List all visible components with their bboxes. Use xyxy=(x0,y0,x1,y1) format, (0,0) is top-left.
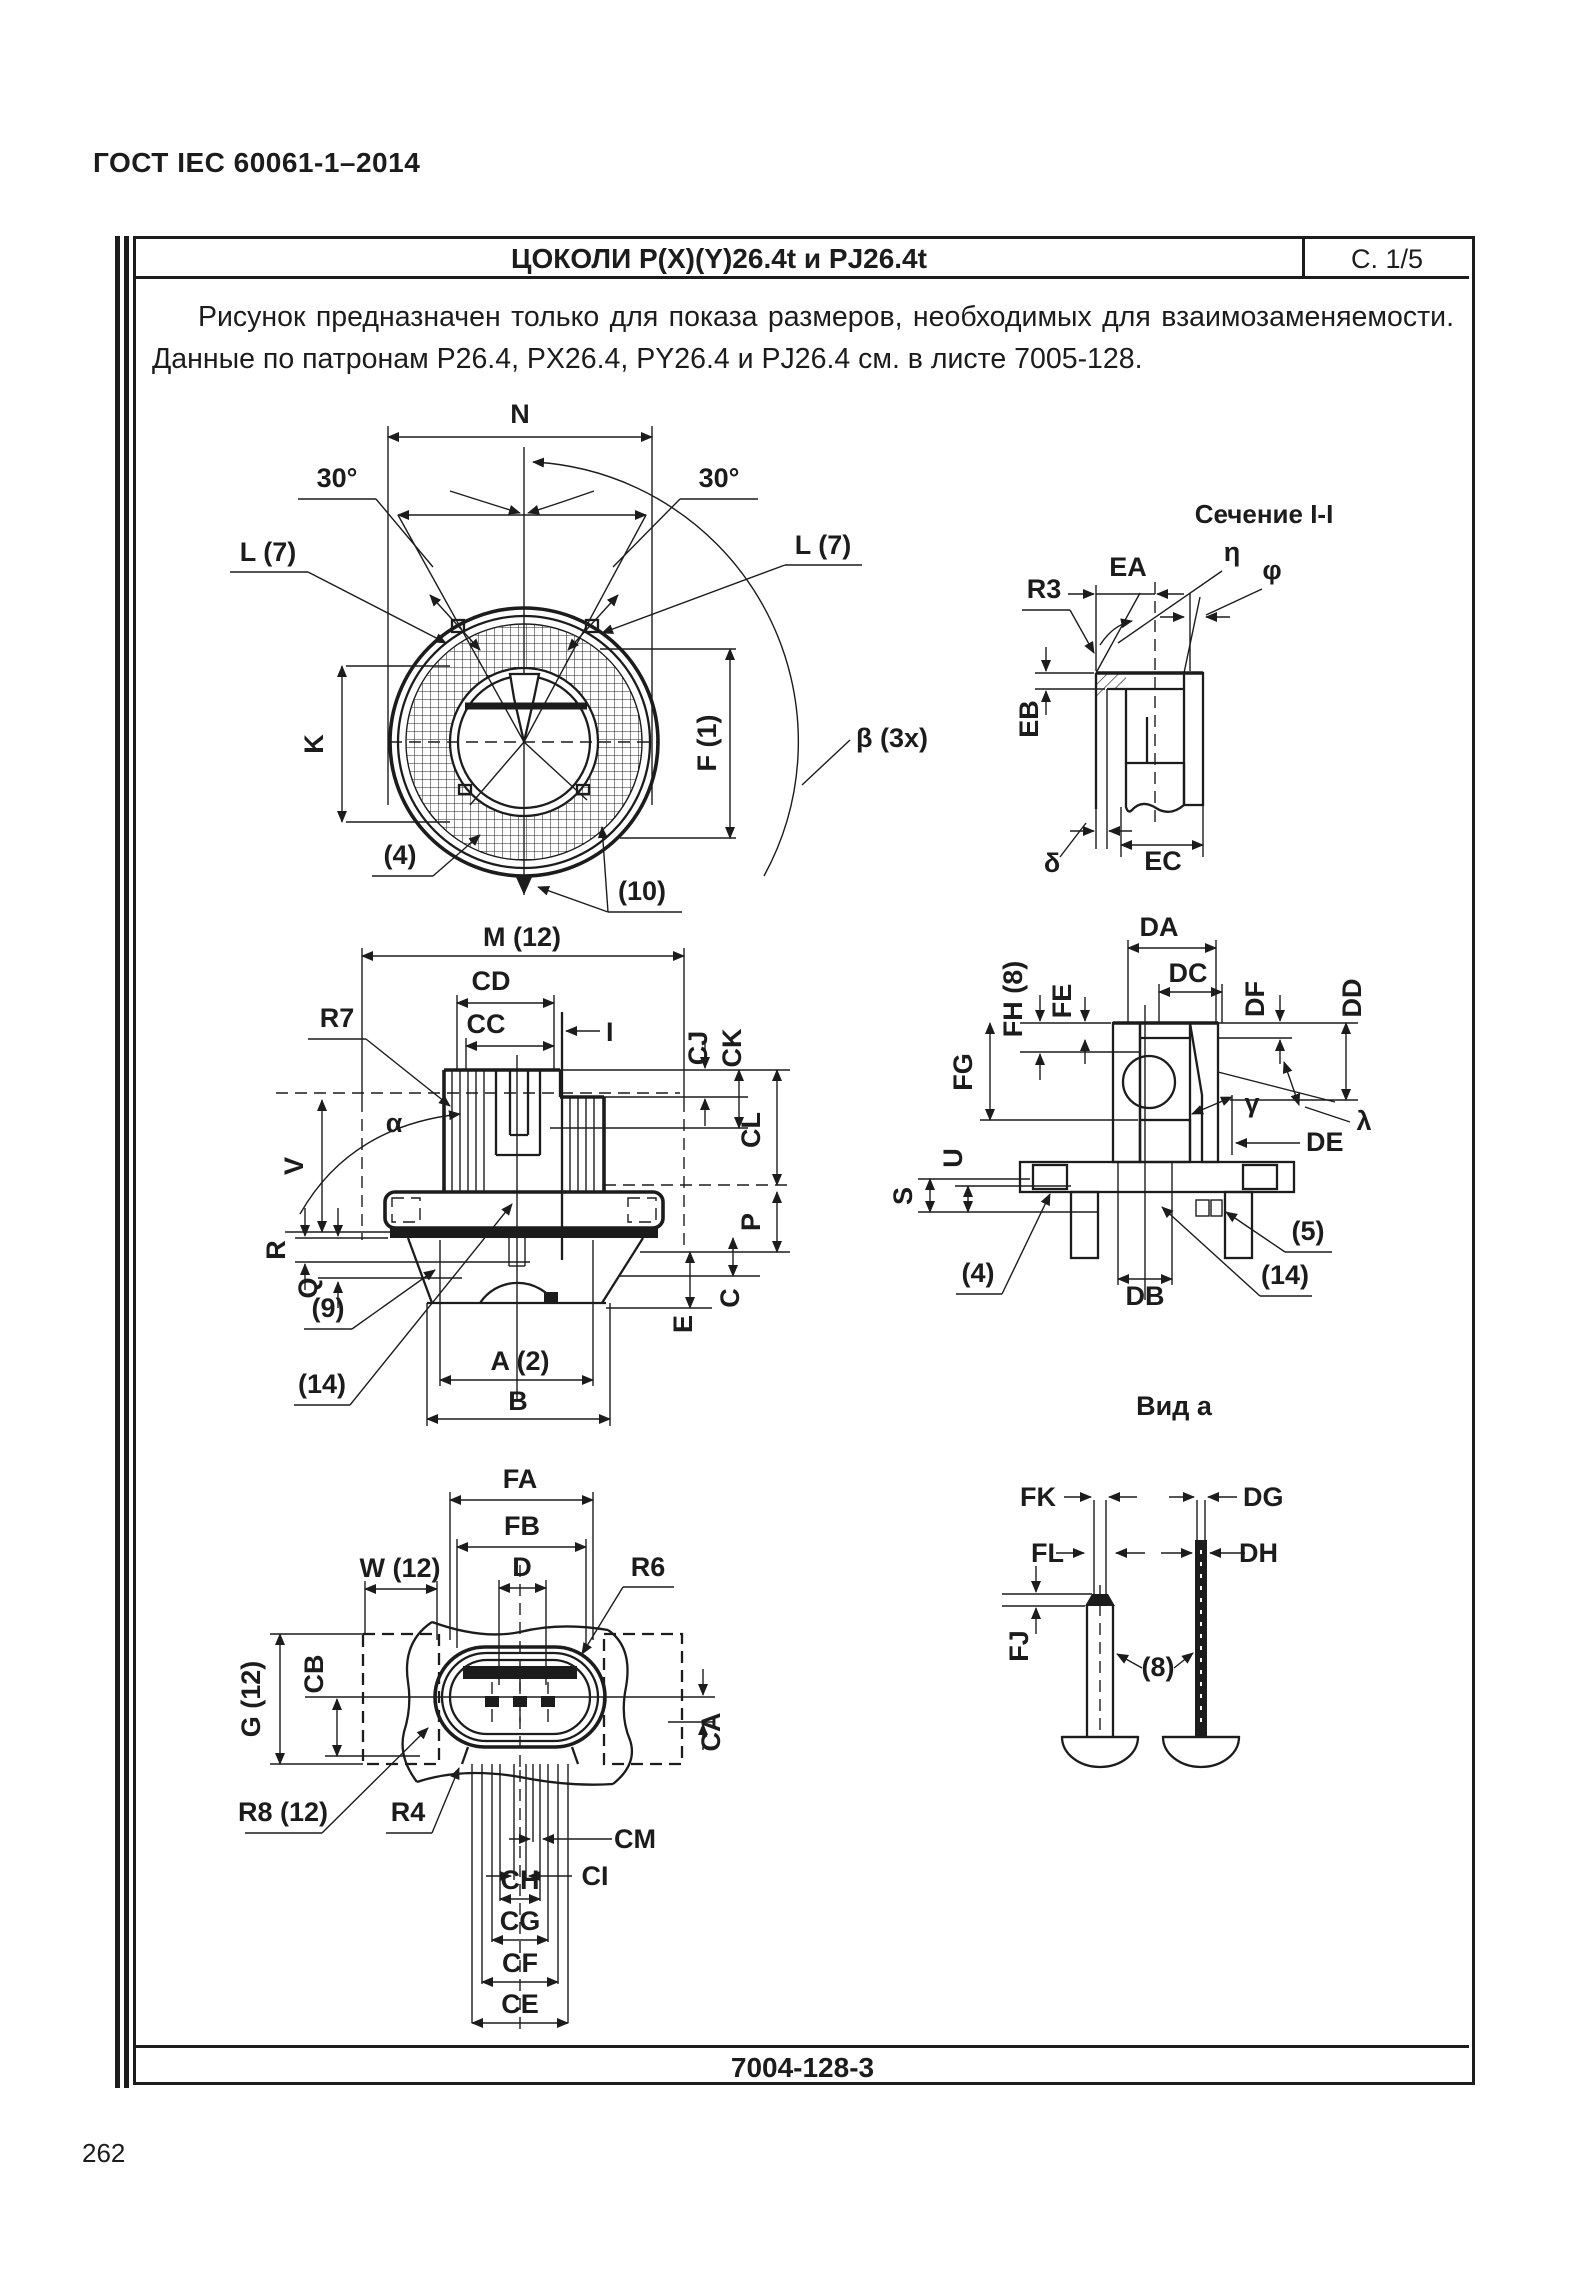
dim-label-r7: R7 xyxy=(319,1003,355,1033)
figure-pin-face-view xyxy=(210,1464,785,2040)
dim-label-b: B xyxy=(508,1386,528,1416)
dim-label-delta: δ xyxy=(1043,848,1061,878)
dim-label-fg: FG xyxy=(948,1053,978,1091)
dim-label-f: F (1) xyxy=(692,714,722,772)
dim-label-ci: CI xyxy=(581,1861,609,1891)
section-view-dimensions xyxy=(1014,537,1282,878)
dim-label-db: DB xyxy=(1125,1281,1165,1311)
dim-label-da: DA xyxy=(1139,912,1179,942)
dim-label-cj: CJ xyxy=(683,1030,713,1066)
dim-label-g: G (12) xyxy=(236,1660,266,1738)
dim-label-fh: FH (8) xyxy=(998,960,1028,1038)
dim-label-n: N xyxy=(510,399,530,429)
dim-label-a: A (2) xyxy=(490,1346,550,1376)
note-line-1: Рисунок предназначен только для показа размеров, необходимых для взаимозаменяемости. xyxy=(198,301,1454,333)
dim-label-phi: φ xyxy=(1262,555,1282,585)
side-view-dimensions xyxy=(261,922,790,1426)
dim-label-30-right: 30° xyxy=(698,463,740,493)
dim-label-k: K xyxy=(299,734,329,754)
front-view-body xyxy=(390,447,658,895)
dim-label-ce: CE xyxy=(501,1989,539,2019)
dim-label-dg: DG xyxy=(1243,1482,1284,1512)
double-rule-inner xyxy=(124,236,129,2088)
dim-label-dh: DH xyxy=(1239,1538,1278,1568)
page-number: 262 xyxy=(82,2138,126,2168)
footer-divider xyxy=(136,2045,1469,2048)
ref-label-14: (14) xyxy=(297,1369,347,1399)
ref-label-4: (4) xyxy=(383,840,417,870)
dim-label-s: S xyxy=(888,1186,918,1206)
ref-label-9: (9) xyxy=(311,1293,345,1323)
dim-label-ea: EA xyxy=(1109,552,1147,582)
dim-label-cm: CM xyxy=(614,1824,656,1854)
dim-label-u: U xyxy=(938,1148,968,1168)
page-header: ГОСТ IEC 60061-1–2014 xyxy=(93,147,421,178)
pin-face-dimensions xyxy=(236,1464,726,2023)
dim-label-eb: EB xyxy=(1014,700,1044,738)
ref-label-10: (10) xyxy=(617,876,667,906)
dim-label-r8: R8 (12) xyxy=(237,1797,329,1827)
dim-label-r3: R3 xyxy=(1026,574,1062,604)
dim-label-e: E xyxy=(668,1314,698,1334)
dim-label-fb: FB xyxy=(504,1511,540,1541)
dim-label-l-left: L (7) xyxy=(239,537,297,567)
dim-label-r: R xyxy=(261,1240,291,1260)
dim-label-fe: FE xyxy=(1047,983,1077,1019)
dim-label-alpha: α xyxy=(385,1108,403,1138)
figure-cross-section-view xyxy=(880,900,1470,1420)
dim-label-d: D xyxy=(512,1552,532,1582)
dim-label-ch: CH xyxy=(500,1865,540,1895)
dim-label-beta: β (3x) xyxy=(856,723,928,753)
cross-section-dimensions xyxy=(888,912,1372,1311)
dim-label-eta: η xyxy=(1223,537,1241,567)
ref-label-5: (5) xyxy=(1291,1216,1325,1246)
dim-label-30-left: 30° xyxy=(316,463,358,493)
dim-label-c: C xyxy=(715,1288,745,1308)
dim-label-df: DF xyxy=(1240,981,1270,1017)
sheet-page-ref: С. 1/5 xyxy=(1350,244,1424,274)
title-row-divider xyxy=(136,276,1469,279)
dim-label-l-right: L (7) xyxy=(794,530,852,560)
dim-label-cf: CF xyxy=(502,1948,538,1978)
figure-pin-detail-view xyxy=(990,1460,1340,1840)
dim-label-ec: EC xyxy=(1144,846,1182,876)
double-rule-outer xyxy=(115,236,120,2088)
dim-label-fl: FL xyxy=(1031,1538,1064,1568)
ref-label-4: (4) xyxy=(961,1258,995,1288)
figure-section-view xyxy=(1000,475,1470,895)
pin-detail-dimensions xyxy=(1002,1482,1284,1682)
dim-label-cc: CC xyxy=(466,1009,506,1039)
view-a-caption: Вид a xyxy=(1136,1391,1212,1421)
dim-label-w: W (12) xyxy=(359,1553,441,1583)
dim-label-ck: CK xyxy=(717,1028,747,1068)
dim-label-p: P xyxy=(736,1212,766,1232)
dim-label-cl: CL xyxy=(736,1112,766,1148)
figure-side-view xyxy=(200,922,840,1450)
pin-detail-right-pin xyxy=(1163,1500,1239,1767)
dim-label-r4: R4 xyxy=(390,1797,426,1827)
dim-label-fj: FJ xyxy=(1004,1630,1034,1662)
dim-label-ca: CA xyxy=(696,1712,726,1752)
dim-label-cd: CD xyxy=(471,966,511,996)
section-view-body xyxy=(1096,582,1203,826)
dim-label-lambda: λ xyxy=(1356,1106,1372,1136)
sheet-title: ЦОКОЛИ P(X)(Y)26.4t и PJ26.4t xyxy=(511,243,927,274)
dim-label-v: V xyxy=(279,1156,309,1176)
dim-label-fa: FA xyxy=(502,1464,538,1494)
dim-label-de: DE xyxy=(1306,1127,1344,1157)
dim-label-fk: FK xyxy=(1020,1482,1056,1512)
ref-label-8: (8) xyxy=(1141,1652,1175,1682)
section-marker-i: I xyxy=(606,1017,614,1047)
dim-label-cg: CG xyxy=(499,1906,541,1936)
dim-label-dd: DD xyxy=(1337,978,1367,1018)
figure-front-view xyxy=(150,395,980,1005)
dim-label-r6: R6 xyxy=(630,1552,666,1582)
cross-section-body xyxy=(1020,1005,1294,1300)
section-title: Сечение I-I xyxy=(1194,499,1334,529)
ref-label-14: (14) xyxy=(1260,1260,1310,1290)
dim-label-dc: DC xyxy=(1168,958,1208,988)
pin-detail-left-pin xyxy=(1062,1500,1138,1767)
dim-label-q: Q xyxy=(293,1277,323,1299)
dim-label-m: M (12) xyxy=(482,922,562,952)
doc-number: 7004-128-3 xyxy=(730,2052,875,2083)
dim-label-cb: CB xyxy=(299,1654,329,1694)
dim-label-gamma: γ xyxy=(1244,1088,1260,1118)
note-line-2: Данные по патронам P26.4, PX26.4, PY26.4 и PJ26.4 см. в листе 7005-128. xyxy=(152,343,1143,375)
